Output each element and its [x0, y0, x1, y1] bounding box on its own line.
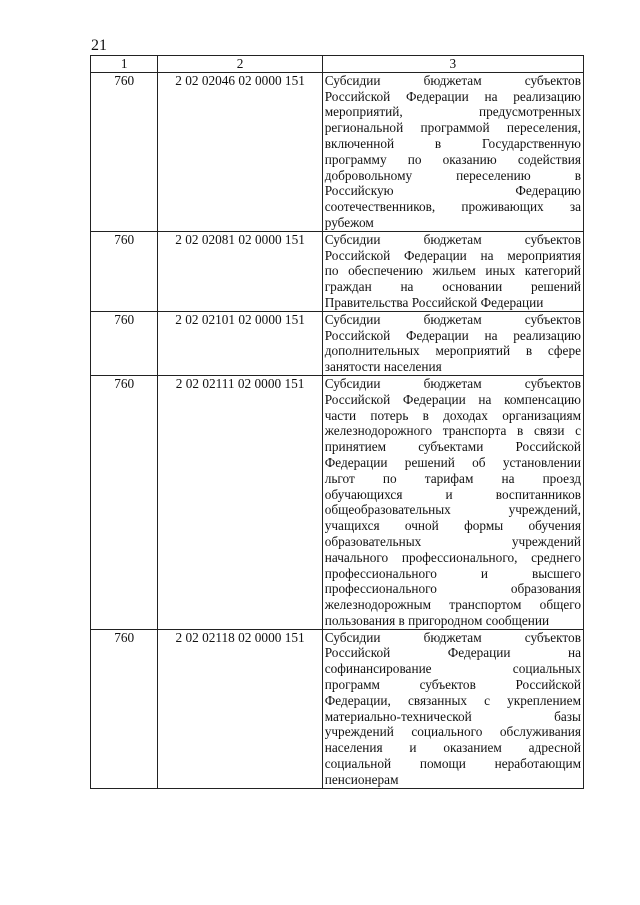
description-line: соотечественников, проживающих за: [324, 199, 581, 215]
description-line: Субсидии бюджетам субъектов: [324, 311, 581, 327]
description-line: населения и оказанием адресной: [324, 740, 581, 756]
admin-code-cell: 760: [91, 375, 158, 629]
description-line: принятием субъектами Российской: [324, 439, 581, 455]
description-line: части потерь в доходах организациям: [324, 407, 581, 423]
description-line: обучающихся и воспитанников: [324, 486, 581, 502]
description-line: добровольному переселению в: [324, 167, 581, 183]
description-line: софинансирование социальных: [324, 661, 581, 677]
description-line: начального профессионального, среднего: [324, 549, 581, 565]
description-cell: [322, 231, 583, 311]
description-line: железнодорожным транспортом общего: [324, 597, 581, 613]
description-line: железнодорожного транспорта в связи с: [324, 423, 581, 439]
description-line: включенной в Государственную: [324, 135, 581, 151]
table-body: [91, 56, 584, 789]
description-line: пользования в пригородном сообщении: [324, 612, 550, 628]
budget-classification-table: [90, 55, 584, 789]
description-line: Субсидии бюджетам субъектов: [324, 72, 581, 88]
income-code-cell: 2 02 02081 02 0000 151: [158, 231, 322, 311]
description-line: профессионального и высшего: [324, 565, 581, 581]
description-line: образовательных учреждений: [324, 533, 581, 549]
description-cell: [322, 629, 583, 788]
description-line: программ субъектов Российской: [324, 677, 581, 693]
description-line: занятости населения: [324, 359, 442, 375]
description-line: по обеспечению жильем иных категорий: [324, 263, 581, 279]
admin-code-cell: 760: [91, 311, 158, 375]
description-line: Субсидии бюджетам субъектов: [324, 629, 581, 645]
admin-code-cell: 760: [91, 231, 158, 311]
description-line: региональной программой переселения,: [324, 120, 581, 136]
description-line: Российской Федерации на компенсацию: [324, 391, 581, 407]
description-line: Федерации, связанных с укреплением: [324, 692, 581, 708]
table-row: [91, 629, 584, 788]
income-code-cell: 2 02 02046 02 0000 151: [158, 72, 322, 231]
income-code-cell: 2 02 02118 02 0000 151: [158, 629, 322, 788]
admin-code-cell: 760: [91, 629, 158, 788]
description-line: программу по оказанию содействия: [324, 151, 581, 167]
table-row: [91, 72, 584, 231]
description-line: граждан на основании решений: [324, 279, 581, 295]
description-cell: [322, 311, 583, 375]
description-line: Российской Федерации на реализацию: [324, 327, 581, 343]
description-line: Федерации решений об установлении: [324, 454, 581, 470]
description-line: учреждений социального обслуживания: [324, 724, 581, 740]
description-cell: [322, 375, 583, 629]
admin-code-cell: 760: [91, 72, 158, 231]
description-line: социальной помощи неработающим: [324, 756, 581, 772]
income-code-cell: 2 02 02111 02 0000 151: [158, 375, 322, 629]
description-line: Субсидии бюджетам субъектов: [324, 231, 581, 247]
description-line: дополнительных мероприятий в сфере: [324, 343, 581, 359]
description-line: пенсионерам: [324, 771, 399, 787]
description-line: Субсидии бюджетам субъектов: [324, 375, 581, 391]
header-col-3: 3: [322, 56, 583, 73]
page-number: 21: [91, 37, 107, 54]
header-col-2: 2: [158, 56, 322, 73]
description-line: Российскую Федерацию: [324, 183, 581, 199]
description-line: рубежом: [324, 214, 374, 230]
income-code-cell: 2 02 02101 02 0000 151: [158, 311, 322, 375]
description-line: льгот по тарифам на проезд: [324, 470, 581, 486]
description-line: Российской Федерации на реализацию: [324, 88, 581, 104]
description-cell: [322, 72, 583, 231]
table-header-row: [91, 56, 584, 73]
description-line: Российской Федерации на мероприятия: [324, 247, 581, 263]
description-line: общеобразовательных учреждений,: [324, 502, 581, 518]
description-line: материально-технической базы: [324, 708, 581, 724]
description-line: профессионального образования: [324, 581, 581, 597]
description-line: мероприятий, предусмотренных: [324, 104, 581, 120]
table-row: [91, 231, 584, 311]
description-line: Российской Федерации на: [324, 645, 581, 661]
table-row: [91, 375, 584, 629]
description-line: учащихся очной формы обучения: [324, 518, 581, 534]
table-row: [91, 311, 584, 375]
description-line: Правительства Российской Федерации: [324, 294, 544, 310]
header-col-1: 1: [91, 56, 158, 73]
